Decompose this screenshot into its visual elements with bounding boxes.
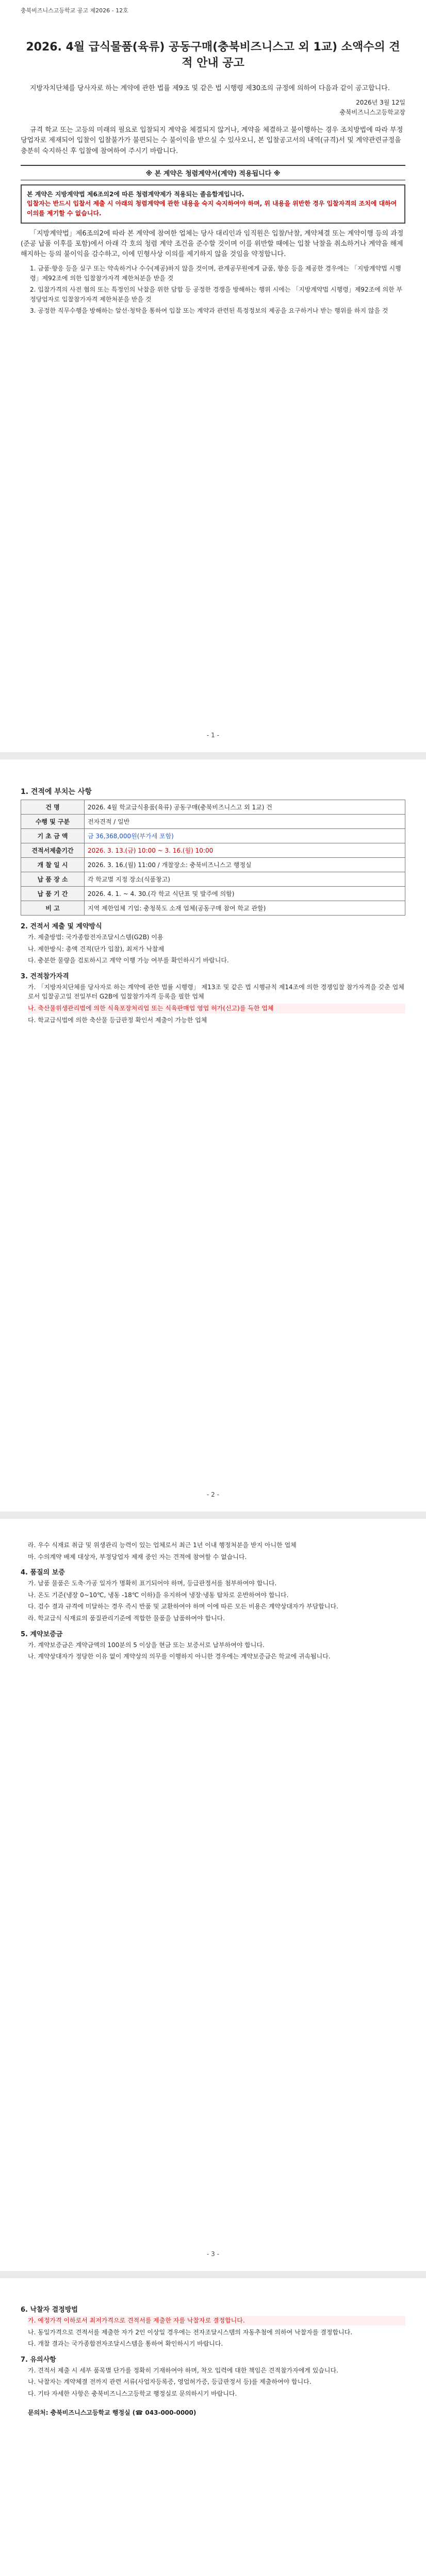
- list-item: 나. 온도 기준(냉장 0~10℃, 냉동 -18℃ 이하)을 유지하여 냉장·냉동 탑차로 운반하여야 합니다.: [28, 1591, 289, 1599]
- list-item: 나. 제한방식: 총액 견적(단가 입찰), 최저가 낙찰제: [28, 945, 165, 953]
- box-line: 본 계약은 지방계약법 제6조의2에 따른 청렴계약제가 적용되는 졸음합계입니다.: [27, 190, 244, 198]
- table-row: [21, 829, 405, 843]
- notice-paragraph: 규격 학교 또는 고등의 미래의 필요로 입찰되지 계약을 체결되지 않거나, 계약을 체결하고 불이행하는 경우 조치방법에 따라 부정당업자로 제재되어 입찰이 입찰불가가 불편되는 수 불이익을 받으실 수 있사오니, 본 입찰공고서의 내역(규격)서 및 계약관련규정을 충분히 숙지하신 후 입찰에 참여하여 주시기 바랍니다.: [21, 126, 403, 155]
- page-number: - 1 -: [207, 732, 219, 739]
- row-label: 기 초 금 액: [21, 829, 85, 843]
- list-item: 다. 개찰 결과는 국가종합전자조달시스템을 통하여 확인하시기 바랍니다.: [28, 2340, 223, 2348]
- intro-paragraph: 지방자치단체를 당사자로 하는 계약에 관한 법률 제9조 및 같은 법 시행령 제30조의 규정에 의하여 다음과 같이 공고합니다.: [30, 84, 390, 92]
- table-row: [21, 800, 405, 815]
- list-item: 나. 동일가격으로 견적서를 제출한 자가 2인 이상일 경우에는 전자조달시스템의 자동추첨에 의하여 낙찰자를 결정합니다.: [28, 2328, 353, 2336]
- list-item: 다. 학교급식법에 의한 축산물 등급판정 확인서 제출이 가능한 업체: [28, 1016, 207, 1024]
- list-item: 나. 낙찰자는 계약체결 전까지 관련 서류(사업자등록증, 영업허가증, 등급판정서 등)를 제출하여야 합니다.: [28, 2378, 312, 2386]
- table-row: [21, 901, 405, 916]
- section-heading: 7. 유의사항: [21, 2355, 56, 2364]
- list-item: 라. 학교급식 식재료의 품질관리기준에 적합한 물품을 납품하여야 합니다.: [28, 1614, 225, 1622]
- table-row: [21, 872, 405, 887]
- page-number: - 3 -: [207, 2250, 219, 2258]
- section-heading: 6. 낙찰자 결정방법: [21, 2306, 78, 2314]
- row-value: 지역 제한업체 기업: 충청북도 소재 업체(공동구매 참여 학교 관할): [85, 901, 405, 916]
- row-value: 2026. 3. 13.(금) 10:00 ~ 3. 16.(월) 10:00: [85, 843, 405, 858]
- section-heading: 3. 견적참가자격: [21, 972, 69, 980]
- integrity-section-title: ※ 본 계약은 청렴계약서(계약) 적용됩니다 ※: [21, 165, 405, 180]
- page-break: [0, 2271, 426, 2278]
- list-item: 마. 수의계약 배제 대상자, 부정당업자 제재 중인 자는 견적에 참여할 수 없습니다.: [28, 1553, 247, 1561]
- section-heading: 1. 견적에 부치는 사항: [21, 788, 92, 796]
- condition-item: 3. 공정한 직무수행을 방해하는 알선·청탁을 통하여 입찰 또는 계약과 관련된 특정정보의 제공을 요구하거나 받는 행위를 하지 않을 것: [30, 307, 388, 315]
- announcement-number: 충북비즈니스고등학교 공고 제2026 - 12호: [21, 7, 128, 14]
- condition-item: 1. 금품·향응 등을 실구 또는 약속하거나 수수(제공)하지 않을 것이며, 관계공무원에게 금품, 향응 등을 제공한 경우에는 「지방계약법 시행령」제92조에 의한 입찰참가자격 제한처분을 받을 것: [30, 264, 401, 282]
- list-item: 가. 납품 물품은 도축·가공 일자가 명확히 표기되어야 하며, 등급판정서를 첨부하여야 합니다.: [28, 1580, 277, 1587]
- row-label: 견적서제출기간: [21, 843, 85, 858]
- row-label: 비 고: [21, 901, 85, 916]
- integrity-conditions: [30, 264, 405, 316]
- row-label: 수행 및 구분: [21, 815, 85, 829]
- row-value: 금 36,368,000원(부가세 포함): [85, 829, 405, 843]
- row-label: 납 품 장 소: [21, 872, 85, 887]
- list-item: 다. 기타 자세한 사항은 충북비즈니스고등학교 행정실로 문의하시기 바랍니다.: [28, 2389, 237, 2397]
- section-heading: 4. 품질의 보증: [21, 1569, 65, 1577]
- page-2: [0, 759, 426, 1512]
- contact-info: 문의처: 충북비즈니스고등학교 행정실 (☎ 043-000-0000): [28, 2409, 196, 2416]
- table-row: [21, 858, 405, 872]
- section-heading: 5. 계약보증금: [21, 1630, 63, 1638]
- page-break: [0, 752, 426, 759]
- list-item: 다. 검수 결과 규격에 미달하는 경우 즉시 반품 및 교환하여야 하며 이에 따른 모든 비용은 계약상대자가 부담합니다.: [28, 1603, 338, 1611]
- list-item: 가. 예정가격 이하로서 최저가격으로 견적서를 제출한 자를 낙찰자로 결정합니다.: [28, 2316, 405, 2326]
- issuer: 충북비즈니스고등학교장: [339, 108, 405, 116]
- row-label: 건 명: [21, 800, 85, 815]
- bid-summary-table: [21, 800, 405, 916]
- row-value: 2026. 3. 16.(월) 11:00 / 개찰장소: 충북비즈니스고 행정실: [85, 858, 405, 872]
- condition-item: 2. 입찰가격의 사전 협의 또는 특정인의 낙찰을 위한 담합 등 공정한 경쟁을 방해하는 행위 시에는 「지방계약법 시행령」제92조에 의한 부정당업자로 입찰참가자격 제한처분을 받을 것: [30, 286, 403, 303]
- row-value: 2026. 4월 학교급식용품(육류) 공동구매(충북비즈니스고 외 1교) 건: [85, 800, 405, 815]
- integrity-box: [21, 184, 405, 224]
- page-3: [0, 1519, 426, 2271]
- list-item: 가. 계약보증금은 계약금액의 100분의 5 이상을 현금 또는 보증서로 납부하여야 합니다.: [28, 1641, 265, 1649]
- list-item: 나. 계약상대자가 정당한 이유 없이 계약상의 의무를 이행하지 아니한 경우에는 계약보증금은 학교에 귀속됩니다.: [28, 1653, 331, 1660]
- row-label: 개 찰 일 시: [21, 858, 85, 872]
- list-item: 나. 축산물위생관리법에 의한 식육포장처리업 또는 식육판매업 영업 허가(신고)를 득한 업체: [28, 1004, 405, 1013]
- row-value: 2026. 4. 1. ~ 4. 30.(각 학교 식단표 및 발주에 의함): [85, 887, 405, 901]
- page-break: [0, 1512, 426, 1519]
- list-item: 가. 제출방법: 국가종합전자조달시스템(G2B) 이용: [28, 934, 163, 941]
- list-item: 가. 견적서 제출 시 세부 품목별 단가를 정확히 기재하여야 하며, 착오 입력에 대한 책임은 견적참가자에게 있습니다.: [28, 2366, 338, 2374]
- row-value: 전자견적 / 일반: [85, 815, 405, 829]
- page-1: [0, 0, 426, 752]
- table-row: [21, 887, 405, 901]
- integrity-rule-text: 「지방계약법」제6조의2에 따라 본 계약에 참여한 업체는 당사 대리인과 임직원은 입찰/낙찰, 계약체결 또는 계약이행 등의 과정(준공 납품 이후를 포함)에서 아래 각 호의 청렴 계약 조건을 준수할 것이며 이를 위반할 때에는 입찰 낙찰을 취소하거나 계약을 해제 해지하는 등의 불이익을 감수하고, 이에 민형사상 이의를 제기하지 않을 것임을 약정합니다.: [21, 229, 404, 258]
- table-row: [21, 843, 405, 858]
- page-4: [0, 2278, 426, 2576]
- list-item: 라. 우수 식재료 취급 및 위생관리 능력이 있는 업체로서 최근 1년 이내 행정처분을 받지 아니한 업체: [28, 1541, 297, 1549]
- page-title: 2026. 4월 급식물품(육류) 공동구매(충북비즈니스고 외 1교) 소액수의 견적 안내 공고: [26, 41, 400, 70]
- row-label: 납 품 기 간: [21, 887, 85, 901]
- page-number: - 2 -: [207, 1491, 219, 1498]
- section-heading: 2. 견적서 제출 및 계약방식: [21, 923, 102, 930]
- table-row: [21, 815, 405, 829]
- list-item: 가. 「지방자치단체를 당사자로 하는 계약에 관한 법률 시행령」 제13조 및 같은 법 시행규칙 제14조에 의한 경쟁입찰 참가자격을 갖춘 업체로서 입찰공고일 전일부터 G2B에 입찰참가자격 등록을 필한 업체: [28, 983, 404, 1001]
- list-item: 다. 충분한 물량을 검토하시고 계약 이행 가능 여부를 확인하시기 바랍니다.: [28, 957, 229, 964]
- box-line: 입찰자는 반드시 입찰서 제출 시 아래의 청렴계약에 관한 내용을 숙지 숙지하여야 하며, 위 내용을 위반한 경우 입찰자격의 조치에 대하여 이의를 제기할 수 없습니다.: [27, 200, 397, 217]
- row-value: 각 학교별 지정 장소(식품창고): [85, 872, 405, 887]
- announcement-date: 2026년 3월 12일: [356, 99, 405, 107]
